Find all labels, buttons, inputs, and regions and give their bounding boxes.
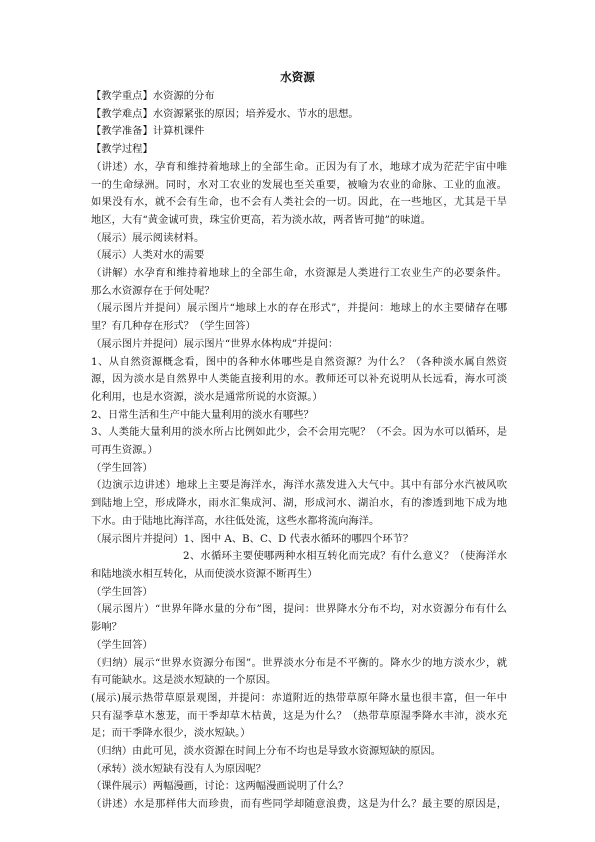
text-line: （学生回答）	[91, 638, 153, 651]
text-line: （归纳）展示“世界水资源分布图”。世界淡水分布是不平衡的。降水少的地方淡水少，就	[91, 656, 507, 669]
text-line: 可再生资源。）	[91, 444, 158, 457]
text-line: 里？有几种存在形式？（学生回答）	[91, 320, 256, 333]
text-line: 影响？	[91, 621, 122, 634]
text-line: （展示图片并提问）展示图片“地球上水的存在形式”，并提问：地球上的水主要储存在哪	[91, 302, 507, 315]
text-line: 【教学过程】	[91, 143, 153, 156]
text-line: 和陆地淡水相互转化，从而使淡水资源不断再生）	[91, 567, 318, 580]
text-line: 2、日常生活和生产中能大量利用的淡水有哪些？	[91, 408, 314, 421]
text-line: 【教学难点】水资源紧张的原因；培养爱水、节水的思想。	[91, 107, 359, 120]
text-line: 2、水循环主要使哪两种水相互转化而完成？有什么意义？（使海洋水	[183, 550, 507, 563]
text-line: 【教学准备】计算机课件	[91, 125, 205, 138]
text-line: （讲述）水，孕育和维持着地球上的全部生命。正因为有了水，地球才成为茫茫宇宙中唯	[91, 160, 507, 173]
text-line: 源，因为淡水是自然界中人类能直接利用的水。教师还可以补充说明从长远看，海水可淡	[91, 373, 507, 386]
page-title: 水资源	[280, 70, 315, 84]
text-line: （承转）淡水短缺有没有人为原因呢？	[91, 762, 267, 775]
document-body	[91, 88, 507, 814]
text-line: 到陆地上空，形成降水，雨水汇集成河、湖，形成河水、湖泊水，有的渗透到地下成为地	[91, 497, 507, 510]
text-line: （展示）人类对水的需要	[91, 249, 205, 262]
text-line: (展示)展示热带草原景观图，并提问：赤道附近的热带草原年降水量也很丰富，但一年中	[91, 691, 507, 704]
text-line: 一的生命绿洲。同时，水对工农业的发展也至关重要，被喻为农业的命脉、工业的血液。	[91, 178, 507, 191]
text-line: 只有湿季草木葱茏，而干季却草木枯黄，这是为什么？（热带草原湿季降水丰沛，淡水充	[91, 709, 507, 722]
text-line: （展示图片）“世界年降水量的分布”图，提问：世界降水分布不均，对水资源分布有什么	[91, 603, 507, 616]
text-line: 1、从自然资源概念看，图中的各种水体哪些是自然资源？为什么？（各种淡水属自然资	[91, 355, 507, 368]
text-line: 那么水资源存在于何处呢？	[91, 284, 215, 297]
text-line: 下水。由于陆地比海洋高，水往低处流，这些水都将流向海洋。	[91, 514, 380, 527]
text-line: （展示图片并提问）展示图片“世界水体构成”并提问：	[91, 337, 339, 350]
text-line: （学生回答）	[91, 461, 153, 474]
text-line: 3、人类能大量利用的淡水所占比例如此少，会不会用完呢？（不会。因为水可以循环，是	[91, 426, 507, 439]
text-line: 有可能缺水。这是淡水短缺的一个原因。	[91, 674, 277, 687]
text-line: 【教学重点】水资源的分布	[91, 90, 215, 102]
text-line: （展示图片并提问）1、图中 A、B、C、D 代表水循环的哪四个环节？	[91, 532, 414, 545]
text-line: （学生回答）	[91, 585, 153, 598]
text-line: 地区，大有“黄金诚可贵，珠宝价更高，若为淡水故，两者皆可抛”的味道。	[91, 213, 432, 226]
text-line: 如果没有水，就不会有生命，也不会有人类社会的一切。因此，在一些地区，尤其是干旱	[91, 196, 507, 209]
text-line: （讲解）水孕育和维持着地球上的全部生命，水资源是人类进行工农业生产的必要条件。	[91, 267, 507, 280]
text-line: 化利用，也是水资源，淡水是通常所说的水资源。）	[91, 390, 323, 403]
text-line: （讲述）水是那样伟大而珍贵，而有些同学却随意浪费，这是为什么？最主要的原因是，	[91, 798, 507, 811]
text-line: 足；而干季降水很少，淡水短缺。）	[91, 727, 251, 740]
text-line: （展示）展示阅读材料。	[91, 231, 205, 244]
text-line: （边演示边讲述）地球上主要是海洋水，海洋水蒸发进入大气中。其中有部分水汽被风吹	[91, 479, 507, 492]
text-line: （课件展示）两幅漫画，讨论：这两幅漫画说明了什么？	[91, 780, 349, 793]
text-line: （归纳）由此可见，淡水资源在时间上分布不均也是导致水资源短缺的原因。	[91, 745, 442, 758]
